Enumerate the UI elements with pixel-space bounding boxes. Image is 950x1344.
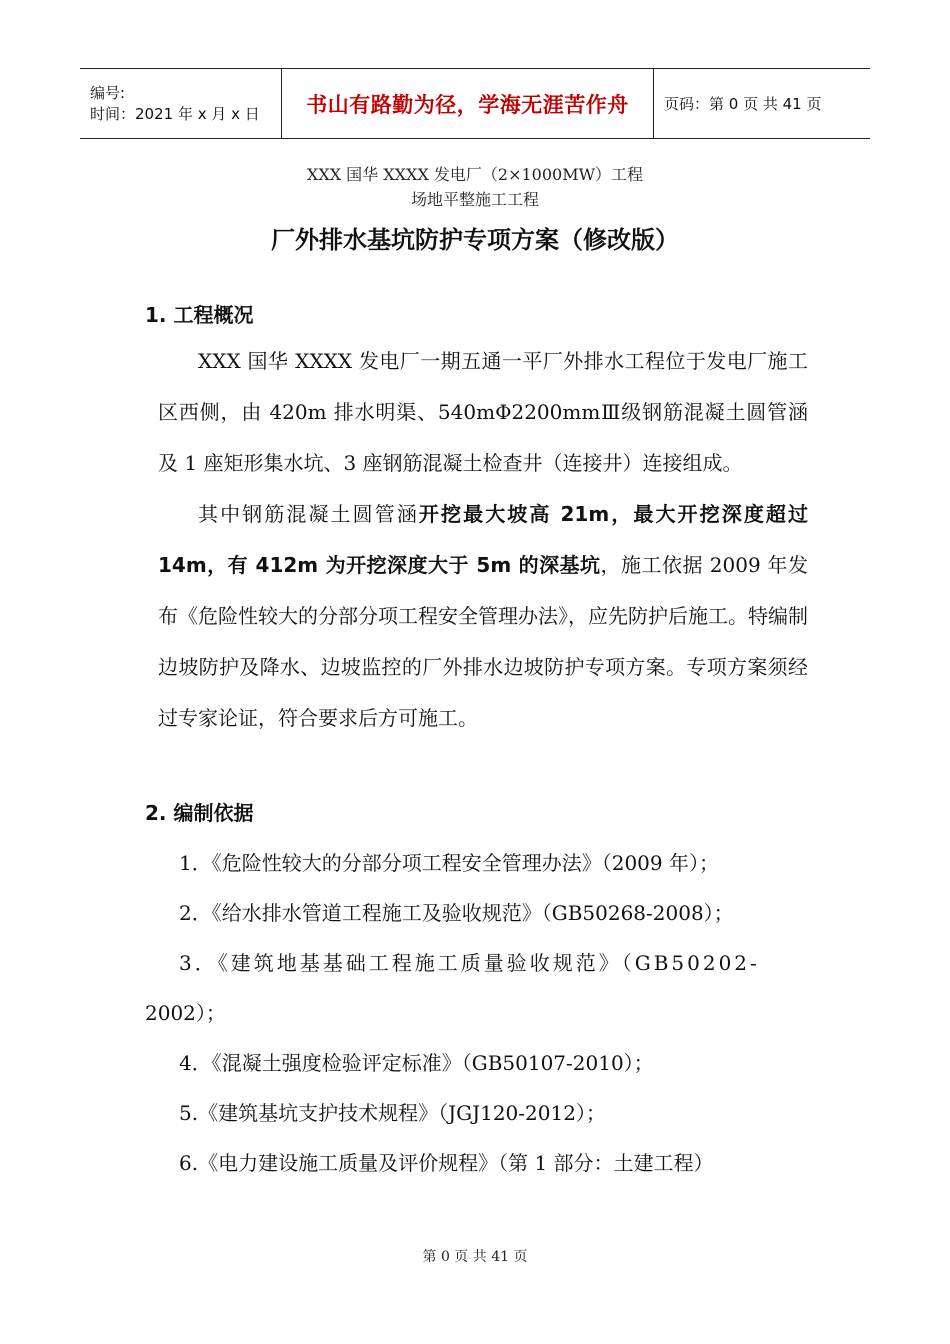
reference-item: 3．《建筑地基基础工程施工质量验收规范》（GB50202- bbox=[179, 951, 760, 975]
section-heading-basis: 2. 编制依据 bbox=[145, 801, 254, 825]
overview-paragraph-2-lead: 其中钢筋混凝土圆管涵 bbox=[198, 502, 419, 526]
document-number-label: 编号: bbox=[90, 83, 126, 102]
header-table bbox=[80, 68, 870, 139]
header-page-cell bbox=[654, 69, 870, 138]
document-time-label: 时间：2021 年 x 月 x 日 bbox=[90, 104, 260, 123]
project-subtitle-line2: 场地平整施工工程 bbox=[410, 190, 539, 209]
motto-text: 书山有路勤为径，学海无涯苦作舟 bbox=[306, 92, 629, 117]
header-page-number: 页码：第 0 页 共 41 页 bbox=[664, 95, 822, 113]
overview-paragraph-1: XXX 国华 XXXX 发电厂一期五通一平厂外排水工程位于发电厂施工区西侧，由 420m 排水明渠、540mΦ2200mmⅢ级钢筋混凝土圆管涵及 1 座矩形集水坑、3 座钢筋混凝土检查井（连接井）连接组成。 bbox=[158, 349, 808, 475]
document-title: 厂外排水基坑防护专项方案（修改版） bbox=[271, 226, 679, 254]
header-meta-cell bbox=[80, 69, 281, 138]
reference-item-continuation: 2002）； bbox=[145, 1001, 226, 1025]
overview-paragraph-2 bbox=[158, 489, 808, 744]
reference-item: 1．《危险性较大的分部分项工程安全管理办法》（2009 年）； bbox=[179, 851, 719, 875]
reference-item: 5.《建筑基坑支护技术规程》（JGJ120-2012）； bbox=[179, 1101, 606, 1125]
footer-page-number: 第 0 页 共 41 页 bbox=[422, 1249, 528, 1265]
reference-item: 4．《混凝土强度检验评定标准》（GB50107-2010）； bbox=[179, 1051, 654, 1075]
reference-list bbox=[145, 838, 810, 1188]
header-motto-cell bbox=[281, 69, 654, 138]
overview-paragraph-2-rest: ，施工依据 2009 年发布《危险性较大的分部分项工程安全管理办法》，应先防护后施工。特编制边坡防护及降水、边坡监控的厂外排水边坡防护专项方案。专项方案须经过专家论证，符合要求后方可施工。 bbox=[158, 553, 808, 730]
reference-item: 6.《电力建设施工质量及评价规程》（第 1 部分：土建工程） bbox=[179, 1151, 714, 1175]
overview-paragraph-2-emphasis: 开挖最大坡高 21m，最大开挖深度超过 14m，有 412m 为开挖深度大于 5m 的深基坑 bbox=[158, 502, 809, 577]
section-heading-overview: 1. 工程概况 bbox=[145, 303, 254, 327]
reference-item: 2．《给水排水管道工程施工及验收规范》（GB50268-2008）； bbox=[179, 901, 734, 925]
overview-body bbox=[158, 336, 808, 744]
project-subtitle-line1: XXX 国华 XXXX 发电厂（2×1000MW）工程 bbox=[306, 165, 644, 184]
